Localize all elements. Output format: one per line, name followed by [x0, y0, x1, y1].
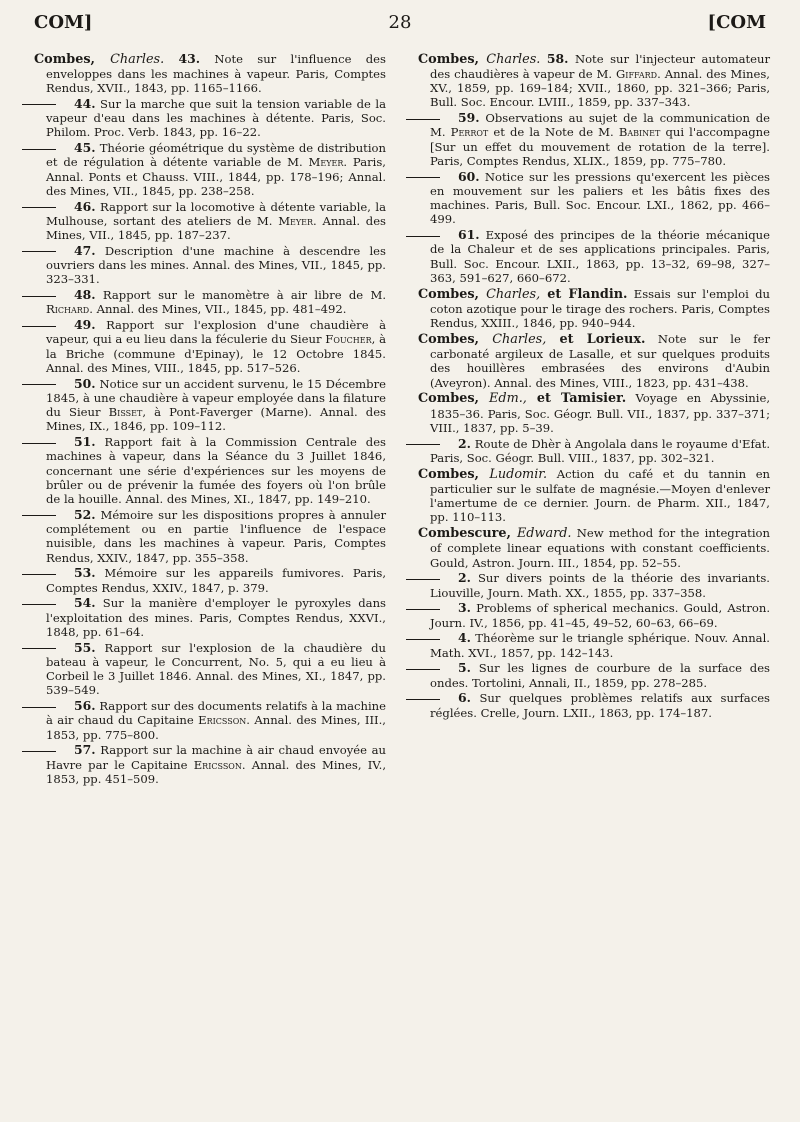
ditto-dash	[418, 691, 458, 705]
entry-number: 6.	[458, 690, 471, 706]
ditto-dash	[34, 288, 74, 302]
continuation-entry: 57. Rapport sur la machine à air chaud envoyée au Havre par le Capitaine Ericsson. Annal. des Mines, IV., 1853, pp. 451–509.	[34, 743, 386, 786]
ditto-dash	[34, 377, 74, 391]
entry-number: 52.	[74, 506, 96, 522]
continuation-entry: 2. Route de Dhèr à Angolala dans le royaume d'Efat. Paris, Soc. Géogr. Bull. VIII., 1837, pp. 302–321.	[418, 437, 770, 466]
continuation-entry: 49. Rapport sur l'explosion d'une chaudière à vapeur, qui a eu lieu dans la féculerie du Sieur Foucher, à la Briche (commune d'Epinay), le 12 Octobre 1845. Annal. des Mines, VIII., 1845, pp. 517–526.	[34, 318, 386, 375]
person-name: Babinet	[618, 125, 661, 140]
continuation-entry: 55. Rapport sur l'explosion de la chaudière du bateau à vapeur, le Concurrent, No. 5, qui a eu lieu à Corbeil le 3 Juillet 1846. Annal. des Mines, XI., 1847, pp. 539–549.	[34, 641, 386, 698]
continuation-entry: 3. Problems of spherical mechanics. Gould, Astron. Journ. IV., 1856, pp. 41–45, 49–52, 60–63, 66–69.	[418, 601, 770, 630]
ditto-dash	[34, 566, 74, 580]
continuation-entry: 6. Sur quelques problèmes relatifs aux surfaces réglées. Crelle, Journ. LXII., 1863, pp. 174–187.	[418, 691, 770, 720]
ditto-dash	[418, 170, 458, 184]
ditto-dash	[34, 641, 74, 655]
continuation-entry: 61. Exposé des principes de la théorie mécanique de la Chaleur et de ses applications principales. Paris, Bull. Soc. Encour. LXII., 1863, pp. 13–32, 69–98, 327–363, 591–627, 660–672.	[418, 228, 770, 285]
ditto-dash	[34, 141, 74, 155]
author-name: Combes, Edm., et Tamisier.	[418, 391, 627, 407]
entry-number: 3.	[458, 600, 471, 616]
header-left-range: COM]	[34, 12, 93, 33]
entry-number: 4.	[458, 630, 471, 646]
entry-number: 46.	[74, 198, 96, 214]
author-entry: Combes, Ludomir. Action du café et du tannin en particulier sur le sulfate de magnésie.—Moyen d'enlever l'amertume de ce dernier. Journ. de Pharm. XII., 1847, pp. 110–113.	[418, 466, 771, 525]
author-name: Combes, Charles, et Flandin.	[418, 286, 628, 302]
continuation-entry: 51. Rapport fait à la Commission Centrale des machines à vapeur, dans la Séance du 3 Juillet 1846, concernant une série d'expériences sur les moyens de brûler ou de prévenir la fumée des foyers où l'on brûle de la houille. Annal. des Mines, XI., 1847, pp. 149–210.	[34, 435, 386, 506]
ditto-dash	[34, 596, 74, 610]
author-first-name: Charles.	[110, 51, 165, 67]
continuation-entry: 50. Notice sur un accident survenu, le 15 Décembre 1845, à une chaudière à vapeur employée dans la filature du Sieur Bisset, à Pont-Faverger (Marne). Annal. des Mines, IX., 1846, pp. 109–112.	[34, 377, 386, 434]
continuation-entry: 60. Notice sur les pressions qu'exercent les pièces en mouvement sur les paliers et les bâtis fixes des machines. Paris, Bull. Soc. Encour. LXI., 1862, pp. 466–499.	[418, 170, 770, 227]
right-column	[418, 50, 770, 786]
author-entry: Combes, Charles. 43. Note sur l'influence des enveloppes dans les machines à vapeur. Paris, Comptes Rendus, XVII., 1843, pp. 1165–1166.	[34, 50, 386, 95]
author-first-name: Edm.,	[489, 391, 527, 407]
continuation-entry: 54. Sur la manière d'employer le pyroxyles dans l'exploitation des mines. Paris, Comptes Rendus, XXVI., 1848, pp. 61–64.	[34, 596, 386, 639]
person-name: Foucher	[325, 332, 372, 347]
entry-number: 49.	[74, 317, 96, 332]
continuation-entry: 52. Mémoire sur les dispositions propres à annuler complétement ou en partie l'influence de l'espace nuisible, dans les machines à vapeur. Paris, Comptes Rendus, XXIV., 1847, pp. 355–358.	[34, 508, 386, 565]
author-name: Combes, Charles.	[34, 51, 165, 67]
ditto-dash	[34, 508, 74, 522]
ditto-dash	[34, 244, 74, 258]
continuation-entry: 4. Théorème sur le triangle sphérique. Nouv. Annal. Math. XVI., 1857, pp. 142–143.	[418, 631, 770, 660]
continuation-entry: 46. Rapport sur la locomotive à détente variable, la Mulhouse, sortant des ateliers de M. Meyer. Annal. des Mines, VII., 1845, pp. 187–237.	[34, 200, 386, 243]
columns	[34, 50, 770, 786]
entry-number: 51.	[74, 434, 96, 449]
continuation-entry: 47. Description d'une machine à descendre les ouvriers dans les mines. Annal. des Mines, VII., 1845, pp. 323–331.	[34, 244, 386, 287]
continuation-entry: 48. Rapport sur le manomètre à air libre de M. Richard. Annal. des Mines, VII., 1845, pp. 481–492.	[34, 288, 386, 317]
entry-number: 61.	[458, 227, 480, 242]
author-entry: Combes, Edm., et Tamisier. Voyage en Abyssinie, 1835–36. Paris, Soc. Géogr. Bull. VII., 1837, pp. 337–371; VIII., 1837, pp. 5–39.	[418, 391, 771, 435]
entry-number: 53.	[74, 565, 96, 581]
ditto-dash	[34, 743, 74, 757]
entry-number: 47.	[74, 242, 96, 258]
person-name: Bisset	[108, 405, 143, 419]
page-header	[34, 12, 766, 36]
entry-number: 59.	[458, 110, 480, 125]
left-column	[34, 50, 386, 786]
author-first-name: Charles.	[486, 51, 541, 67]
ditto-dash	[34, 699, 74, 713]
author-name: Combes, Charles.	[418, 51, 541, 67]
author-name: Combes, Ludomir.	[418, 466, 548, 482]
ditto-dash	[418, 631, 458, 645]
continuation-entry: 59. Observations au sujet de la communication de M. Perrot et de la Note de M. Babinet qui l'accompagne [Sur un effet du mouvement de rotation de la terre]. Paris, Comptes Rendus, XLIX., 1859, pp. 775–780.	[418, 111, 770, 168]
entry-number: 50.	[74, 375, 96, 391]
entry-number: 2.	[458, 435, 471, 451]
continuation-entry: 53. Mémoire sur les appareils fumivores. Paris, Comptes Rendus, XXIV., 1847, p. 379.	[34, 566, 386, 595]
entry-number: 45.	[74, 140, 96, 155]
author-name: Combescure, Edward.	[418, 526, 572, 541]
author-first-name: Charles,	[486, 286, 541, 302]
continuation-entry: 56. Rapport sur des documents relatifs à la machine à air chaud du Capitaine Ericsson. Annal. des Mines, III., 1853, pp. 775–800.	[34, 699, 386, 742]
author-entry: Combes, Charles. 58. Note sur l'injecteur automateur des chaudières à vapeur de M. Giffard. Annal. des Mines, XV., 1859, pp. 169–184; XVII., 1860, pp. 321–366; Paris, Bull. Soc. Encour. LVIII., 1859, pp. 337–343.	[418, 50, 771, 110]
author-entry: Combescure, Edward. New method for the integration of complete linear equations with constant coefficients. Gould, Astron. Journ. III., 1854, pp. 52–55.	[418, 526, 770, 570]
person-name: Ericsson	[198, 713, 247, 728]
page-number: 28	[388, 12, 412, 33]
author-first-name: Charles,	[492, 331, 547, 347]
entry-number: 43.	[178, 50, 201, 66]
continuation-entry: 5. Sur les lignes de courbure de la surface des ondes. Tortolini, Annali, II., 1859, pp. 278–285.	[418, 661, 770, 690]
entry-number: 60.	[458, 168, 480, 184]
entry-number: 57.	[74, 742, 96, 758]
author-first-name: Edward.	[516, 526, 572, 541]
person-name: Meyer	[278, 213, 314, 228]
author-name: Combes, Charles, et Lorieux.	[418, 331, 646, 347]
ditto-dash	[34, 97, 74, 111]
header-right-range: [COM	[707, 12, 766, 33]
author-entry: Combes, Charles, et Flandin. Essais sur l'emploi du coton azotique pour le tirage des rochers. Paris, Comptes Rendus, XXIII., 1846, pp. 940–944.	[418, 286, 770, 330]
author-entry: Combes, Charles, et Lorieux. Note sur le fer carbonaté argileux de Lasalle, et sur quelques produits des houillères embrasées des environs d'Aubin (Aveyron). Annal. des Mines, VIII., 1823, pp. 431–438.	[418, 331, 770, 390]
ditto-dash	[418, 111, 458, 125]
continuation-entry: 2. Sur divers points de la théorie des invariants. Liouville, Journ. Math. XX., 1855, pp. 337–358.	[418, 571, 770, 600]
entry-number: 54.	[74, 595, 96, 611]
continuation-entry: 45. Théorie géométrique du système de distribution et de régulation à détente variable de M. Meyer. Paris, Annal. Ponts et Chauss. VIII., 1844, pp. 178–196; Annal. des Mines, VII., 1845, pp. 238–258.	[34, 141, 386, 198]
entry-number: 55.	[74, 639, 96, 655]
entry-number: 58.	[546, 50, 569, 66]
ditto-dash	[418, 228, 458, 242]
entry-number: 44.	[74, 95, 96, 111]
author-first-name: Ludomir.	[489, 466, 548, 482]
continuation-entry: 44. Sur la marche que suit la tension variable de la vapeur d'eau dans les machines à détente. Paris, Soc. Philom. Proc. Verb. 1843, pp. 16–22.	[34, 97, 386, 140]
entry-number: 5.	[458, 660, 471, 676]
person-name: Richard	[46, 302, 90, 317]
person-name: Perrot	[450, 125, 489, 140]
ditto-dash	[418, 437, 458, 451]
person-name: Giffard	[616, 66, 658, 81]
person-name: Ericsson	[193, 757, 242, 772]
entry-number: 2.	[458, 570, 471, 586]
ditto-dash	[418, 661, 458, 675]
person-name: Meyer	[308, 155, 344, 170]
entry-number: 48.	[74, 287, 96, 302]
ditto-dash	[34, 318, 74, 332]
ditto-dash	[418, 601, 458, 615]
ditto-dash	[418, 571, 458, 585]
ditto-dash	[34, 200, 74, 214]
ditto-dash	[34, 435, 74, 449]
entry-number: 56.	[74, 698, 96, 713]
